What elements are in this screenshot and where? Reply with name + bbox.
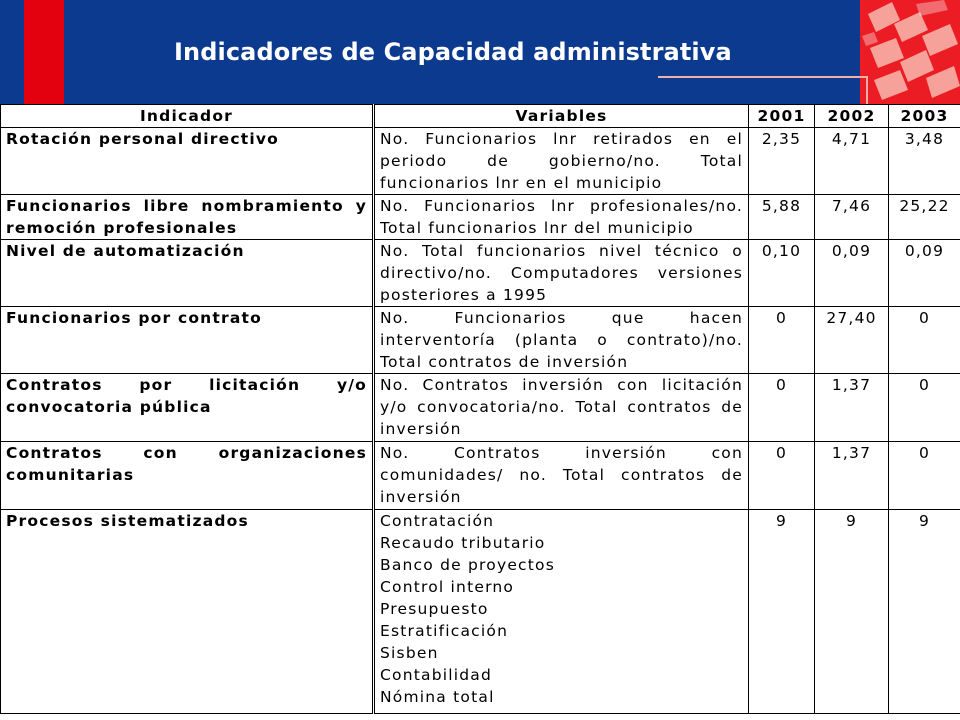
indicator-name: Contratos con organizaciones comunitarias [1,442,374,510]
indicator-name: Contratos por licitación y/o convocatoria pública [1,374,374,442]
list-item: Contratación [380,512,495,530]
indicator-variables: No. Funcionarios que hacen interventoría (planta o contrato)/no. Total contratos de inversión [374,307,749,374]
value-2002: 7,46 [815,195,889,240]
value-2001: 9 [749,510,815,714]
header-red-stripe [24,0,64,104]
value-2002: 1,37 [815,442,889,510]
value-2003: 0 [889,374,960,442]
table-row [1,240,960,307]
value-2002: 9 [815,510,889,714]
list-item: Presupuesto [380,600,489,618]
table-row [1,442,960,510]
indicator-name: Rotación personal directivo [1,128,374,195]
header-variables: Variables [374,105,749,128]
indicator-name: Funcionarios por contrato [1,307,374,374]
indicator-variables-list [374,510,749,714]
table-row [1,195,960,240]
indicators-table [0,104,960,714]
list-item: Nómina total [380,688,495,706]
table-row [1,374,960,442]
indicator-variables: No. Funcionarios lnr profesionales/no. Total funcionarios lnr del municipio [374,195,749,240]
header-2002: 2002 [815,105,889,128]
list-item: Contabilidad [380,666,493,684]
header-indicador: Indicador [1,105,374,128]
indicator-name: Nivel de automatización [1,240,374,307]
indicator-variables: No. Total funcionarios nivel técnico o directivo/no. Computadores versiones posteriores a 1995 [374,240,749,307]
indicator-name: Procesos sistematizados [1,510,374,714]
header-2001: 2001 [749,105,815,128]
value-2003: 0 [889,307,960,374]
value-2001: 0 [749,374,815,442]
value-2002: 27,40 [815,307,889,374]
list-item: Banco de proyectos [380,556,556,574]
value-2003: 0,09 [889,240,960,307]
table-header-row [1,105,960,128]
value-2002: 1,37 [815,374,889,442]
header-2003: 2003 [889,105,960,128]
institution-logo [860,0,960,104]
value-2001: 0,10 [749,240,815,307]
value-2003: 25,22 [889,195,960,240]
list-item: Sisben [380,644,439,662]
list-item: Estratificación [380,622,509,640]
list-item: Control interno [380,578,515,596]
indicator-variables: No. Funcionarios lnr retirados en el periodo de gobierno/no. Total funcionarios lnr en el municipio [374,128,749,195]
indicator-name: Funcionarios libre nombramiento y remoción profesionales [1,195,374,240]
value-2002: 4,71 [815,128,889,195]
value-2003: 9 [889,510,960,714]
value-2001: 5,88 [749,195,815,240]
page-title: Indicadores de Capacidad administrativa [174,38,732,66]
table-row [1,307,960,374]
table-row [1,128,960,195]
value-2003: 3,48 [889,128,960,195]
indicator-variables: No. Contratos inversión con comunidades/ no. Total contratos de inversión [374,442,749,510]
value-2002: 0,09 [815,240,889,307]
table-row [1,510,960,714]
decorative-line-horizontal [658,76,868,78]
value-2003: 0 [889,442,960,510]
list-item: Recaudo tributario [380,534,546,552]
value-2001: 0 [749,442,815,510]
decorative-line-vertical [866,77,868,104]
indicator-variables: No. Contratos inversión con licitación y/o convocatoria/no. Total contratos de inversión [374,374,749,442]
value-2001: 0 [749,307,815,374]
value-2001: 2,35 [749,128,815,195]
